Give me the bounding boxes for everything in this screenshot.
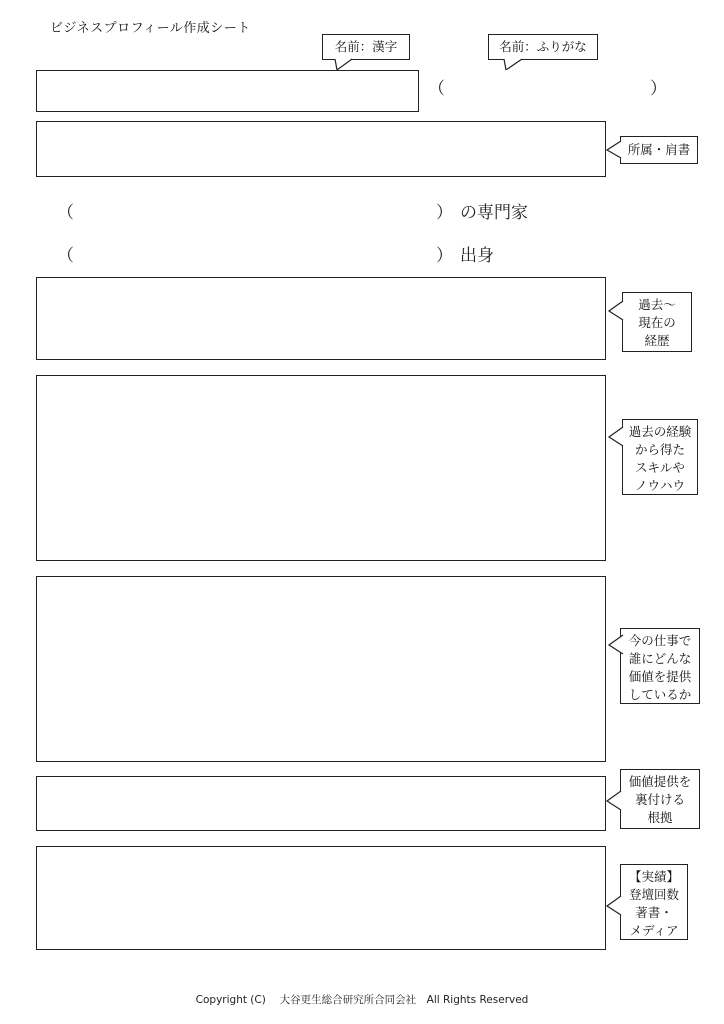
achievements-field[interactable]: [36, 846, 606, 950]
name-kanji-field[interactable]: [36, 70, 419, 112]
evidence-field[interactable]: [36, 776, 606, 831]
achievements-callout: 【実績】 登壇回数 著書・ メディア: [620, 864, 688, 940]
value-field[interactable]: [36, 576, 606, 762]
affiliation-callout: 所属・肩書: [620, 136, 698, 164]
furigana-open-paren: （: [428, 79, 445, 99]
expert-field[interactable]: [80, 196, 430, 222]
name-furigana-field[interactable]: [445, 70, 650, 104]
career-callout: 過去～ 現在の 経歴: [622, 292, 692, 352]
expert-open-paren: （: [57, 203, 74, 223]
origin-open-paren: （: [57, 246, 74, 266]
evidence-callout-tail: [605, 790, 623, 812]
evidence-callout: 価値提供を 裏付ける 根拠: [620, 769, 700, 829]
value-callout: 今の仕事で 誰にどんな 価値を提供 しているか: [620, 628, 700, 704]
expert-close-paren: ）: [436, 203, 453, 223]
skills-field[interactable]: [36, 375, 606, 561]
value-callout-tail: [607, 634, 625, 656]
expert-suffix: の専門家: [460, 203, 528, 223]
career-field[interactable]: [36, 277, 606, 360]
origin-field[interactable]: [80, 239, 430, 265]
achievements-callout-tail: [605, 895, 623, 917]
affiliation-callout-tail: [605, 140, 623, 160]
page-title: ビジネスプロフィール作成シート: [50, 21, 251, 36]
skills-callout: 過去の経験 から得た スキルや ノウハウ: [622, 419, 698, 495]
skills-callout-tail: [607, 426, 625, 448]
copyright-footer: Copyright (C) 大谷更生総合研究所合同会社 All Rights Reserved: [195, 994, 529, 1006]
name-kanji-callout: 名前：漢字: [322, 34, 410, 60]
origin-close-paren: ）: [436, 246, 453, 266]
name-furigana-callout: 名前：ふりがな: [488, 34, 598, 60]
origin-suffix: 出身: [460, 246, 494, 266]
furigana-close-paren: ）: [650, 79, 667, 99]
career-callout-tail: [607, 300, 625, 322]
affiliation-field[interactable]: [36, 121, 606, 177]
